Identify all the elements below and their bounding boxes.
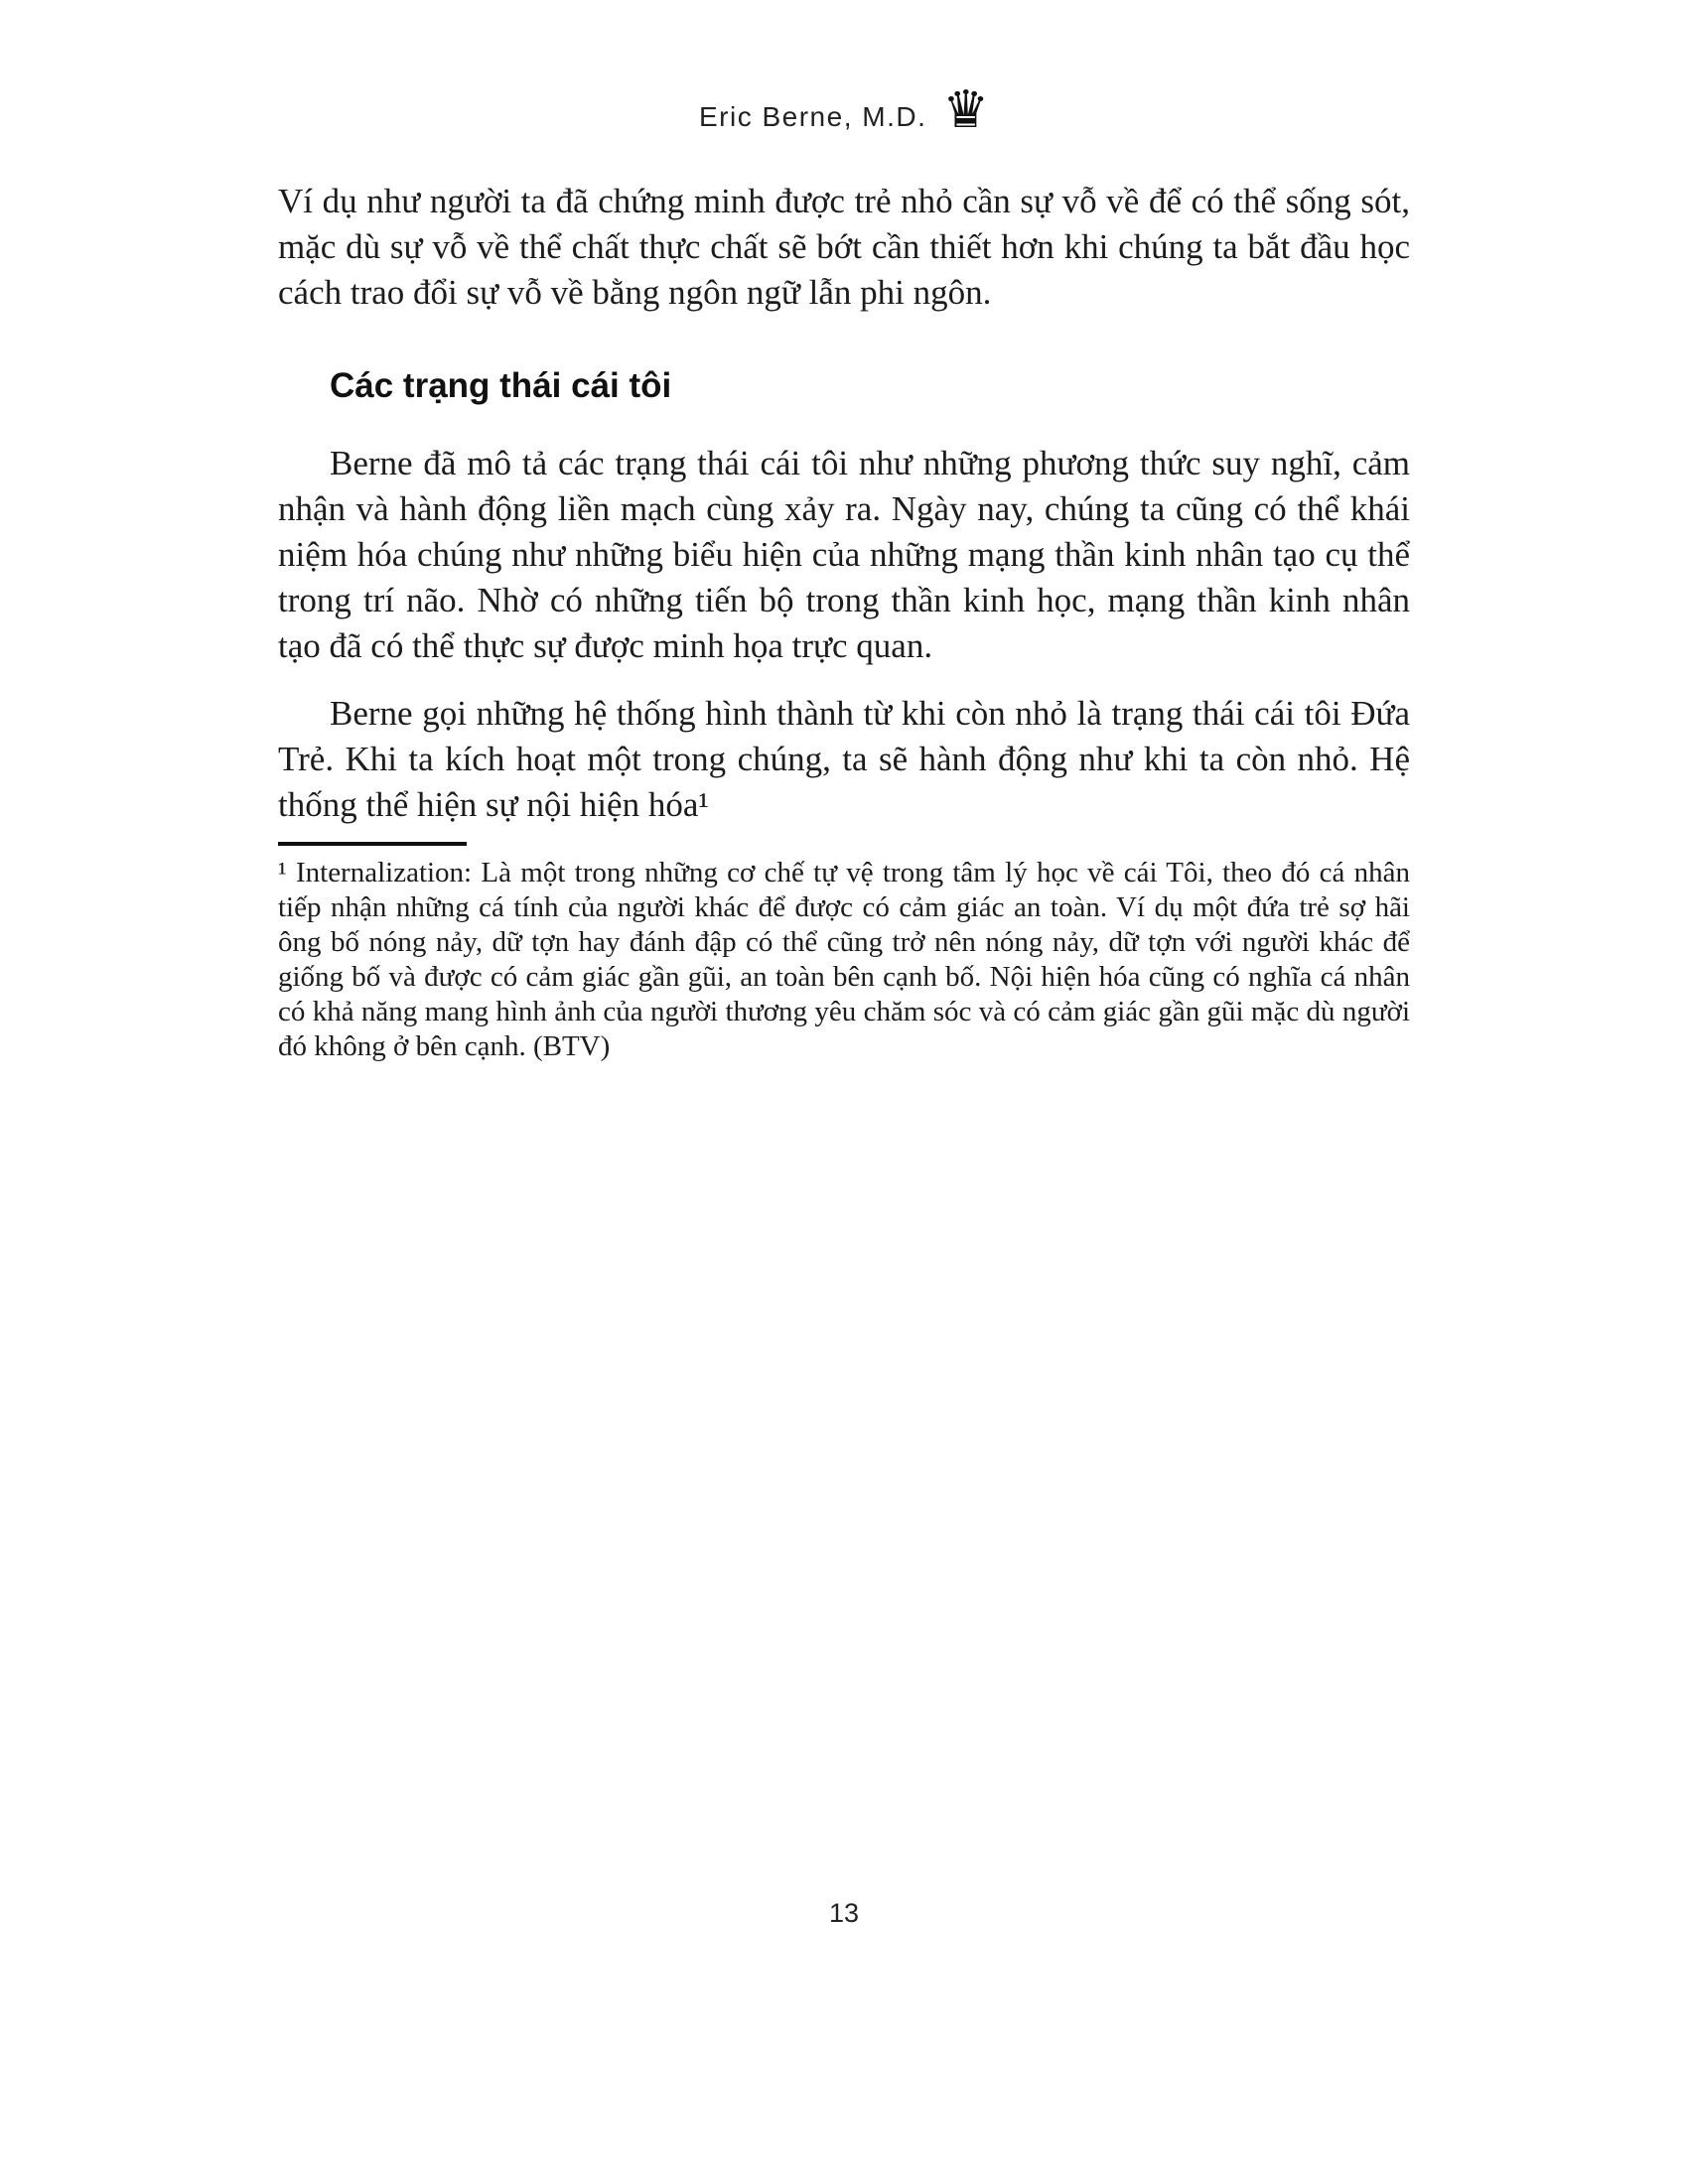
body-paragraph: Berne gọi những hệ thống hình thành từ khi còn nhỏ là trạng thái cái tôi Đứa Trẻ. Khi ta kích hoạt một trong chúng, ta sẽ hành động như khi ta còn nhỏ. Hệ thống thể hiện sự nội hiện hóa¹ — [278, 694, 1410, 824]
page-number: 13 — [828, 1898, 860, 1928]
page-footer — [0, 1898, 1688, 1929]
chess-piece-icon: ♛ — [942, 82, 989, 139]
page-content — [278, 179, 1410, 1064]
page-header — [0, 82, 1688, 143]
body-paragraph: Ví dụ như người ta đã chứng minh được trẻ nhỏ cần sự vỗ về để có thể sống sót, mặc dù sự vỗ về thể chất thực chất sẽ bớt cần thiết hơn khi chúng ta bắt đầu học cách trao đổi sự vỗ về bằng ngôn ngữ lẫn phi ngôn. — [278, 182, 1410, 312]
author-name: Eric Berne, M.D. — [698, 101, 927, 132]
body-paragraph: Berne đã mô tả các trạng thái cái tôi như những phương thức suy nghĩ, cảm nhận và hành động liền mạch cùng xảy ra. Ngày nay, chúng ta cũng có thể khái niệm hóa chúng như những biểu hiện của những mạng thần kinh nhân tạo cụ thể trong trí não. Nhờ có những tiến bộ trong thần kinh học, mạng thần kinh nhân tạo đã có thể thực sự được minh họa trực quan. — [278, 444, 1410, 665]
footnote-separator — [278, 842, 467, 846]
section-heading: Các trạng thái cái tôi — [330, 366, 672, 405]
footnote-text: ¹ Internalization: Là một trong những cơ chế tự vệ trong tâm lý học về cái Tôi, theo đó cá nhân tiếp nhận những cá tính của người khác để được có cảm giác an toàn. Ví dụ một đứa trẻ sợ hãi ông bố nóng nảy, dữ tợn hay đánh đập có thể cũng trở nên nóng nảy, dữ tợn với người khác để giống bố và được có cảm giác gần gũi, an toàn bên cạnh bố. Nội hiện hóa cũng có nghĩa cá nhân có khả năng mang hình ảnh của người thương yêu chăm sóc và có cảm giác gần gũi mặc dù người đó không ở bên cạnh. (BTV) — [278, 857, 1410, 1062]
